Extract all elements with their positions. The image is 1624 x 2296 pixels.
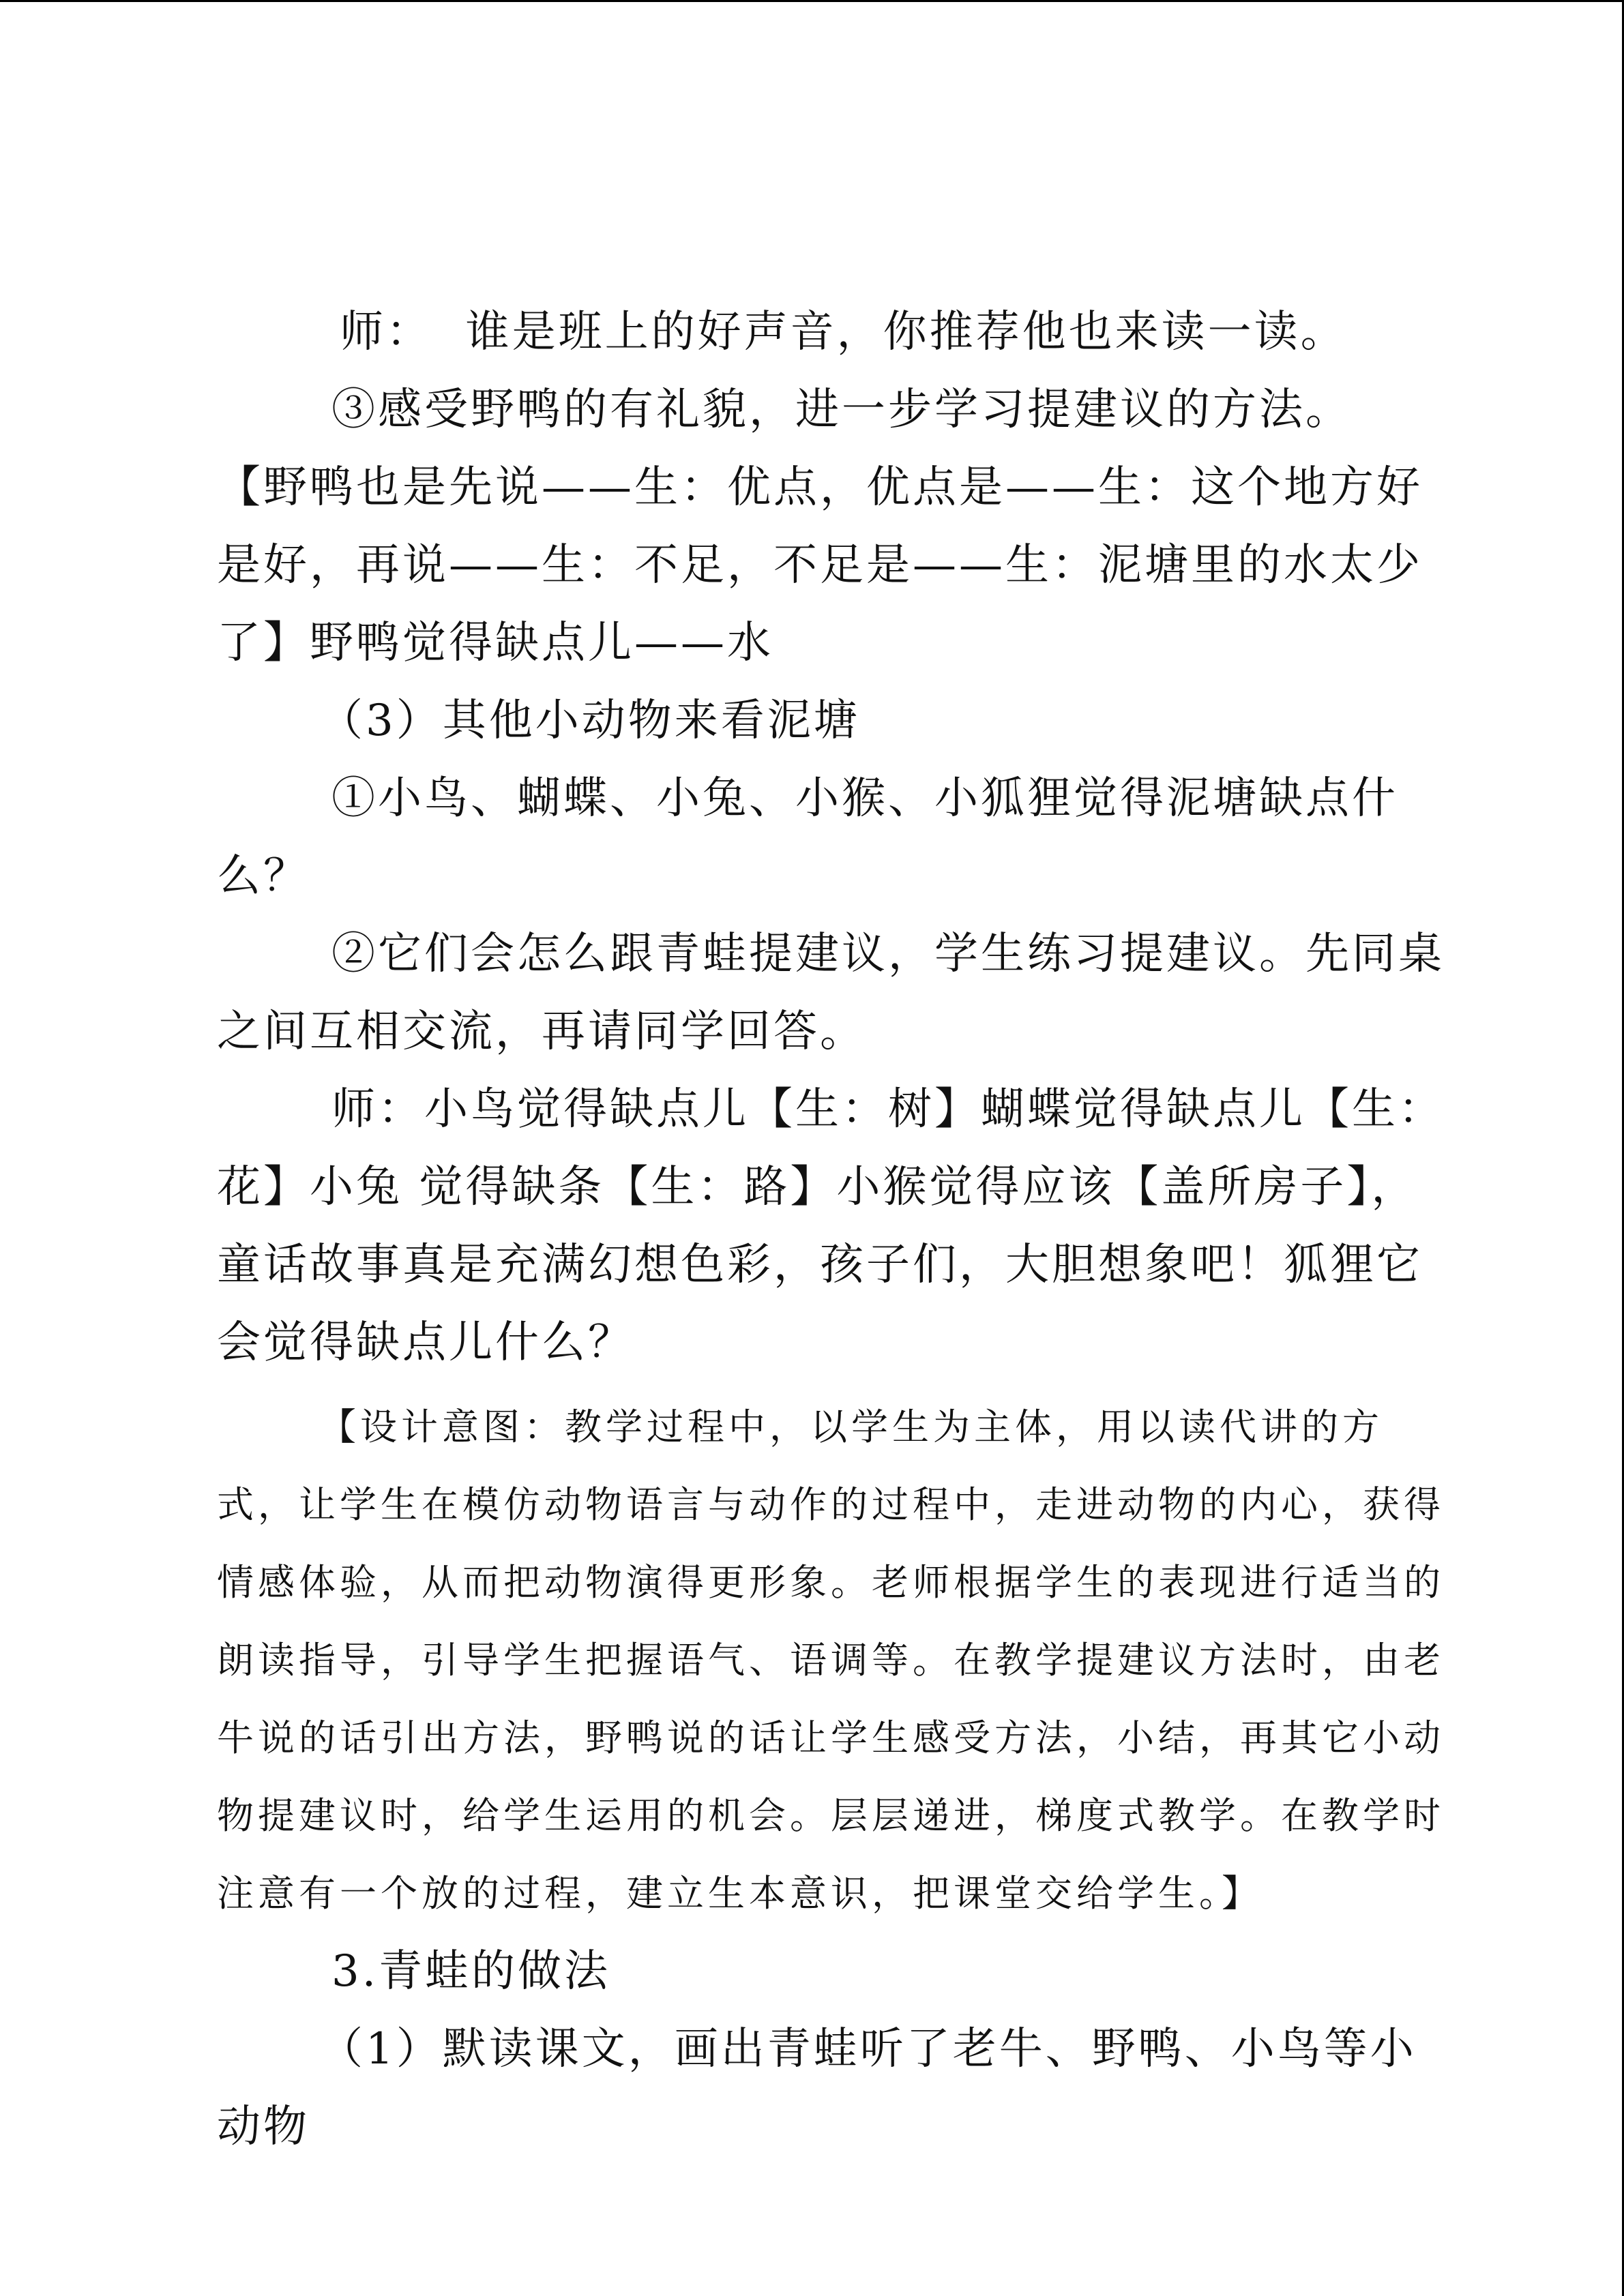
section-other-animals: （3）其他小动物来看泥塘 — [319, 696, 860, 746]
step-3-wild-duck: ③感受野鸭的有礼貌，进一步学习提建议的方法。 — [331, 385, 1352, 435]
design-intent-note: 【设计意图：教学过程中，以学生为主体，用以读代讲的方式，让学生在模仿动物语言与动作的过程中，走进动物的内心，获得情感体验，从而把动物演得更形象。老师根据学生的表现进行适当的朗读指导，引导学生把握语气、语调等。在教学提建议方法时，由老牛说的话引出方法，野鸭说的话让学生感受方法，小结，再其它小动物提建议时，给学生运用的机会。层层递进，梯度式教学。在教学时注意有一个放的过程，建立生本意识，把课堂交给学生。】 — [217, 1405, 1445, 1915]
practice-suggestions: ②它们会怎么跟青蛙提建议，学生练习提建议。先同桌之间互相交流，再请同学回答。 — [217, 929, 1445, 1057]
task-silent-reading: （1）默读课文，画出青蛙听了老牛、野鸭、小鸟等小动物 — [217, 2024, 1417, 2152]
wild-duck-dialogue: 【野鸭也是先说——生：优点，优点是——生：这个地方好是好，再说——生：不足，不足是——生：泥塘里的水太少了】野鸭觉得缺点儿——水 — [217, 462, 1423, 668]
question-animals-missing: ①小鸟、蝴蝶、小兔、小猴、小狐狸觉得泥塘缺点什么？ — [217, 773, 1398, 901]
teacher-guided-dialogue: 师：小鸟觉得缺点儿【生：树】蝴蝶觉得缺点儿【生：花】小兔 觉得缺条【生：路】小猴觉得应该【盖所房子】，童话故事真是充满幻想色彩，孩子们，大胆想象吧！狐狸它会觉得缺点儿什么？ — [217, 1084, 1445, 1368]
document-page — [217, 293, 1457, 2166]
page-border-top — [0, 0, 1624, 2]
teacher-line-good-voice: 师： 谁是班上的好声音，你推荐他也来读一读。 — [340, 307, 1347, 357]
section-frog-approach: 3.青蛙的做法 — [331, 1946, 611, 1997]
